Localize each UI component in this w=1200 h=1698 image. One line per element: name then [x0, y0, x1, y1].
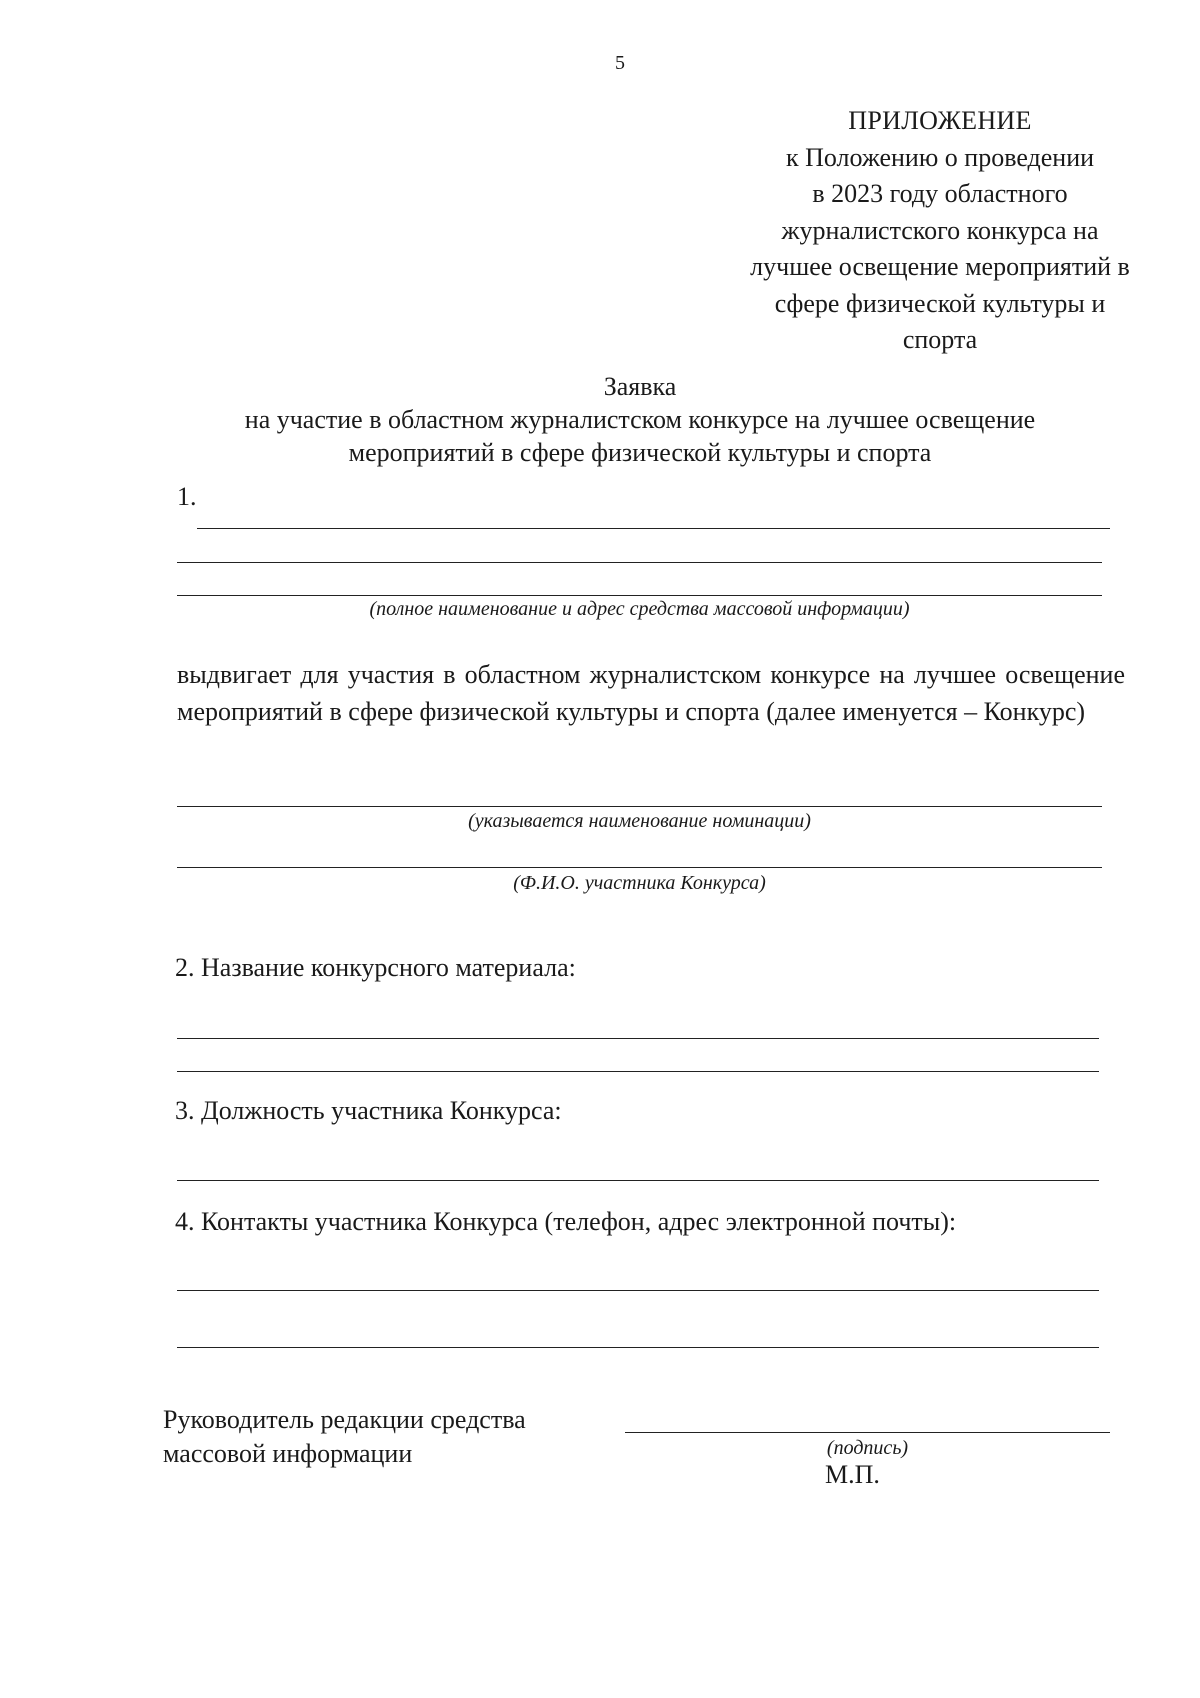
item-3-label: 3. Должность участника Конкурса: [175, 1096, 562, 1125]
media-name-field[interactable] [197, 528, 1110, 529]
appendix-line: сфере физической культуры и [774, 288, 1106, 318]
material-title-field[interactable] [177, 1038, 1099, 1039]
appendix-header [650, 103, 1200, 359]
appendix-heading: ПРИЛОЖЕНИЕ [848, 106, 1032, 135]
appendix-line: журналистского конкурса на [781, 215, 1099, 245]
signatory-title [163, 1403, 526, 1471]
contacts-field[interactable] [177, 1290, 1099, 1291]
media-address-field[interactable] [177, 595, 1102, 596]
signatory-line: Руководитель редакции средства [163, 1405, 526, 1434]
media-name-field[interactable] [177, 562, 1102, 563]
media-field-caption: (полное наименование и адрес средства массовой информации) [369, 598, 910, 620]
appendix-line: в 2023 году областного [812, 179, 1068, 208]
page-number: 5 [615, 52, 625, 74]
signature-caption: (подпись) [826, 1437, 909, 1459]
appendix-line: спорта [902, 325, 978, 354]
appendix-line: к Положению о проведении [785, 142, 1095, 172]
position-field[interactable] [177, 1180, 1099, 1181]
title-main: Заявка [603, 372, 677, 401]
item-2-label: 2. Название конкурсного материала: [175, 953, 576, 982]
appendix-line: лучшее освещение мероприятий в [750, 252, 1130, 281]
participant-name-caption: (Ф.И.О. участника Конкурса) [513, 872, 766, 894]
nomination-paragraph: выдвигает для участия в областном журналистском конкурсе на лучшее освещение мероприятий в сфере физической культуры и спорта (далее именуется – Конкурс) [177, 660, 1125, 726]
item-4-label: 4. Контакты участника Конкурса (телефон, адрес электронной почты): [175, 1207, 957, 1236]
title-line: мероприятий в сфере физической культуры и спорта [348, 438, 932, 467]
title-line: на участие в областном журналистском конкурсе на лучшее освещение [244, 405, 1036, 434]
application-title [150, 370, 1130, 469]
signatory-line: массовой информации [163, 1439, 413, 1468]
nomination-caption: (указывается наименование номинации) [468, 810, 811, 832]
nomination-field[interactable] [177, 806, 1102, 807]
contacts-field[interactable] [177, 1347, 1099, 1348]
signature-field[interactable] [625, 1432, 1110, 1433]
participant-name-field[interactable] [177, 867, 1102, 868]
item-number-1: 1. [177, 482, 197, 511]
stamp-place: М.П. [825, 1460, 880, 1489]
material-title-field[interactable] [177, 1071, 1099, 1072]
